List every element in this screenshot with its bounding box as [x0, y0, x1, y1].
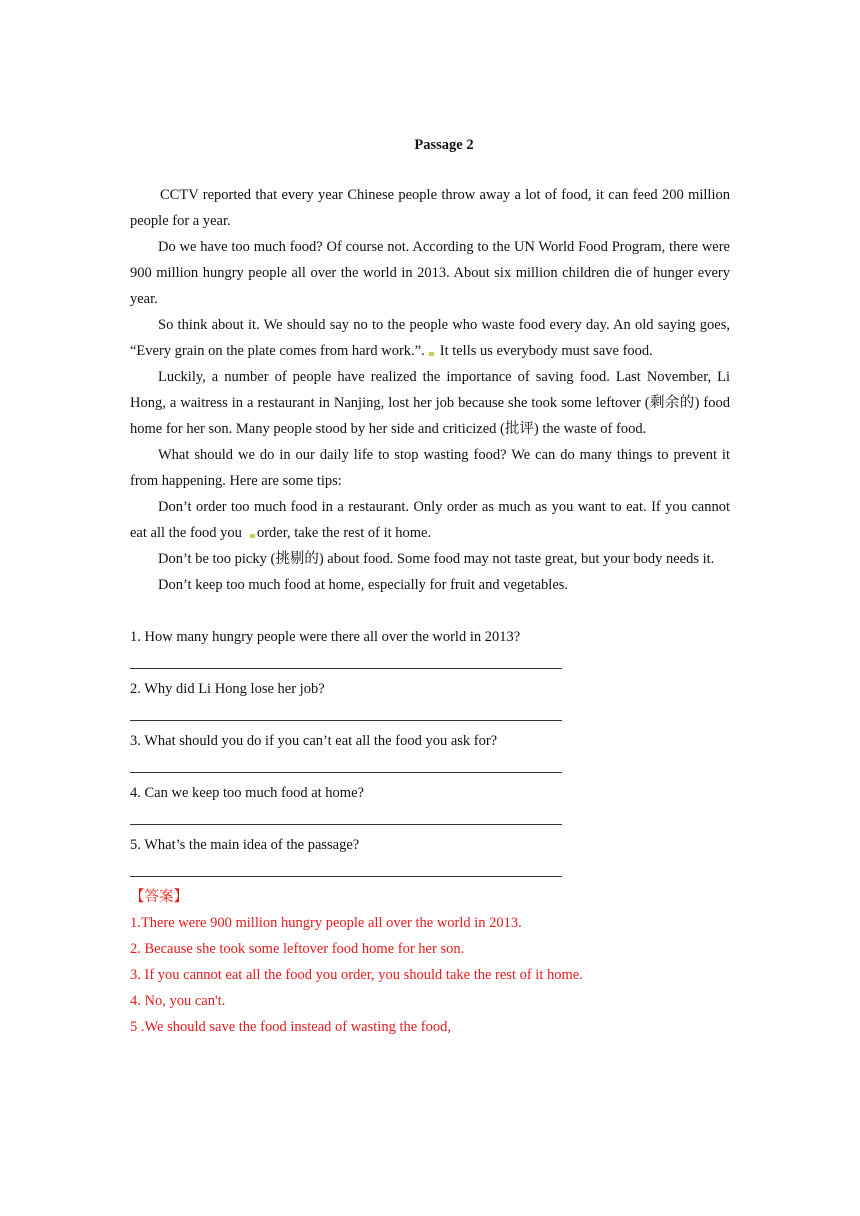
- paragraph-1: CCTV reported that every year Chinese people throw away a lot of food, it can feed 200 million people for a year.: [130, 187, 730, 229]
- paragraph-3-part-1: So think about it. We should say no to the people who waste food every day. An old saying goes, “Every grain on the plate comes from hard work.”.: [130, 317, 730, 359]
- questions-section: [130, 624, 730, 884]
- answer-4: 4. No, you can't.: [130, 993, 226, 1009]
- paragraph-4: Luckily, a number of people have realized the importance of saving food. Last November, Li Hong, a waitress in a restaurant in Nanjing, lost her job because she took some leftover (剩余的) food home for her son. Many people stood by her side and criticized (批评) the waste of food.: [130, 369, 730, 437]
- question-3: 3. What should you do if you can’t eat all the food you ask for?: [130, 733, 498, 749]
- paragraph-3: [130, 312, 730, 364]
- paragraph-6: [130, 494, 730, 546]
- answer-3: 3. If you cannot eat all the food you order, you should take the rest of it home.: [130, 967, 583, 983]
- answer-2: 2. Because she took some leftover food home for her son.: [130, 941, 465, 957]
- question-1: 1. How many hungry people were there all over the world in 2013?: [130, 629, 521, 645]
- answer-line-1[interactable]: [130, 650, 562, 676]
- paragraph-2: Do we have too much food? Of course not. According to the UN World Food Program, there were 900 million hungry people all over the world in 2013. About six million children die of hunger every year.: [130, 239, 730, 307]
- answer-line-2[interactable]: [130, 702, 562, 728]
- paragraph-5: What should we do in our daily life to stop wasting food? We can do many things to prevent it from happening. Here are some tips:: [130, 447, 730, 489]
- answer-line-3[interactable]: [130, 754, 562, 780]
- document-page: [130, 132, 730, 1040]
- question-4: 4. Can we keep too much food at home?: [130, 785, 364, 801]
- answer-1: 1.There were 900 million hungry people all over the world in 2013.: [130, 915, 522, 931]
- question-5: 5. What’s the main idea of the passage?: [130, 837, 360, 853]
- answer-key-header: 【答案】: [130, 889, 188, 905]
- answer-line-4[interactable]: [130, 806, 562, 832]
- paragraph-6-part-1: Don’t order too much food in a restaurant. Only order as much as you want to eat. If you cannot eat all the food you: [130, 499, 730, 541]
- answer-key-section: [130, 884, 730, 1040]
- paragraph-3-part-2: It tells us everybody must save food.: [439, 343, 653, 359]
- answer-5: 5 .We should save the food instead of wasting the food,: [130, 1019, 451, 1035]
- paragraph-6-part-2: order, take the rest of it home.: [256, 525, 432, 541]
- answer-line-5[interactable]: [130, 858, 562, 884]
- passage-title: Passage 2: [414, 137, 474, 153]
- highlight-mark: [429, 352, 434, 356]
- highlight-mark: [250, 534, 255, 538]
- question-2: 2. Why did Li Hong lose her job?: [130, 681, 325, 697]
- paragraph-7: Don’t be too picky (挑剔的) about food. Some food may not taste great, but your body needs it.: [158, 551, 715, 567]
- paragraph-8: Don’t keep too much food at home, especially for fruit and vegetables.: [158, 577, 569, 593]
